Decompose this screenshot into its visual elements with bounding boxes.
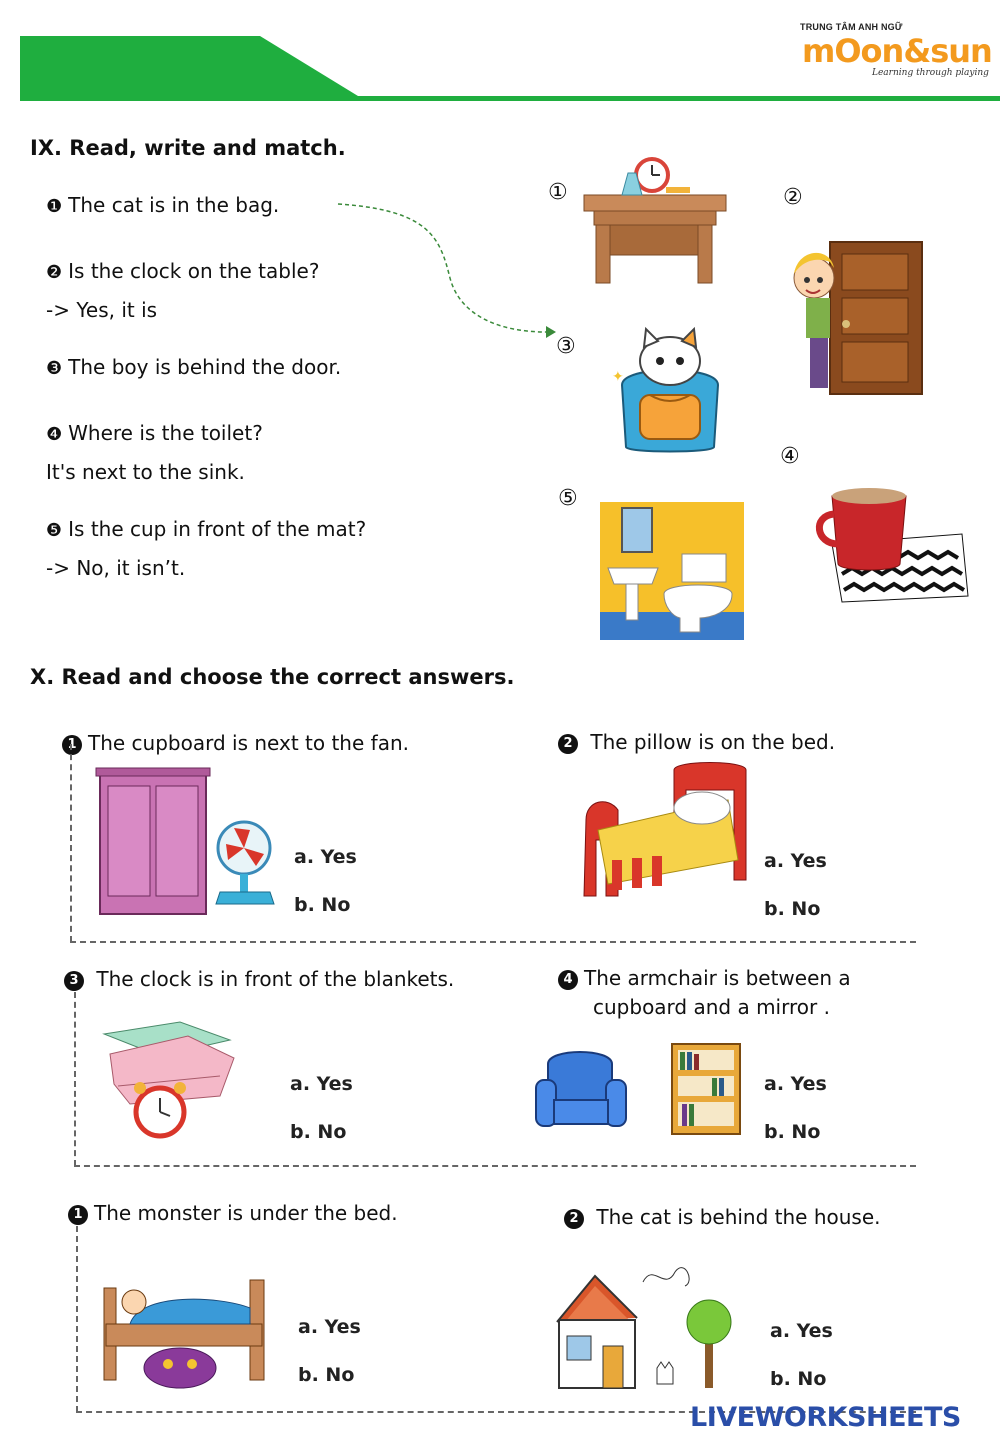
picture-number-3: ③: [556, 334, 576, 359]
picture-number-1: ①: [548, 180, 568, 205]
question-number: 4: [558, 970, 578, 990]
question-3: 3 The clock is in front of the blankets.: [64, 967, 454, 991]
toilet-sink-image: [600, 502, 744, 640]
liveworksheets-logo: LIVEWORKSHEETS: [690, 1402, 961, 1433]
bed-pillow-image: [578, 760, 758, 900]
q5-option-b[interactable]: b. No: [298, 1364, 355, 1386]
match-item-5: ❺ Is the cup in front of the mat?: [46, 517, 367, 541]
logo: mOon&sun: [802, 32, 992, 70]
question-4-line-2: cupboard and a mirror .: [593, 995, 830, 1019]
picture-number-5: ⑤: [558, 486, 578, 511]
match-item-4: ❹ Where is the toilet?: [46, 421, 263, 445]
logo-subtitle: TRUNG TÂM ANH NGỮ: [800, 22, 903, 32]
question-5: 1 The monster is under the bed.: [68, 1201, 398, 1225]
boy-door-image: [790, 238, 930, 398]
question-1: 1 The cupboard is next to the fan.: [62, 731, 409, 755]
frame-divider: [74, 992, 76, 1166]
question-4: 4 The armchair is between a: [558, 966, 851, 990]
cat-bag-image: [610, 325, 730, 455]
cupboard-fan-image: [94, 768, 284, 918]
q2-option-a[interactable]: a. Yes: [764, 850, 827, 872]
svg-text:✦: ✦: [612, 369, 624, 385]
monster-bed-image: [100, 1272, 270, 1392]
question-number: 3: [64, 971, 84, 991]
picture-number-2: ②: [783, 185, 803, 210]
q1-option-a[interactable]: a. Yes: [294, 846, 357, 868]
match-answer-2: -> Yes, it is: [46, 298, 158, 322]
armchair-image: [532, 1044, 632, 1134]
q3-option-b[interactable]: b. No: [290, 1121, 347, 1143]
picture-number-4: ④: [780, 444, 800, 469]
question-number: 1: [62, 735, 82, 755]
clock-blankets-image: [100, 1014, 250, 1144]
match-item-3: ❸ The boy is behind the door.: [46, 355, 342, 379]
frame-divider: [70, 941, 916, 943]
q2-option-b[interactable]: b. No: [764, 898, 821, 920]
q6-option-b[interactable]: b. No: [770, 1368, 827, 1390]
bookshelf-image: [668, 1040, 744, 1140]
q4-option-a[interactable]: a. Yes: [764, 1073, 827, 1095]
match-answer-5: -> No, it isn’t.: [46, 556, 186, 580]
section-9-title: IX. Read, write and match.: [30, 136, 346, 160]
question-number: 1: [68, 1205, 88, 1225]
match-answer-4: It's next to the sink.: [46, 460, 245, 484]
question-number: 2: [558, 734, 578, 754]
section-10-title: X. Read and choose the correct answers.: [30, 665, 515, 689]
match-item-1: ❶ The cat is in the bag.: [46, 193, 280, 217]
frame-divider: [76, 1226, 78, 1412]
q3-option-a[interactable]: a. Yes: [290, 1073, 353, 1095]
q1-option-b[interactable]: b. No: [294, 894, 351, 916]
frame-divider: [70, 744, 72, 942]
house-cat-image: [545, 1262, 745, 1392]
frame-divider: [74, 1165, 916, 1167]
q5-option-a[interactable]: a. Yes: [298, 1316, 361, 1338]
question-number: 2: [564, 1209, 584, 1229]
logo-tagline: Learning through playing: [872, 68, 989, 78]
question-6: 2 The cat is behind the house.: [564, 1205, 881, 1229]
match-item-2: ❷ Is the clock on the table?: [46, 259, 320, 283]
cup-mat-image: [812, 484, 972, 604]
match-arrow: [330, 198, 560, 338]
q4-option-b[interactable]: b. No: [764, 1121, 821, 1143]
q6-option-a[interactable]: a. Yes: [770, 1320, 833, 1342]
question-2: 2 The pillow is on the bed.: [558, 730, 835, 754]
table-clock-image: [580, 155, 730, 285]
